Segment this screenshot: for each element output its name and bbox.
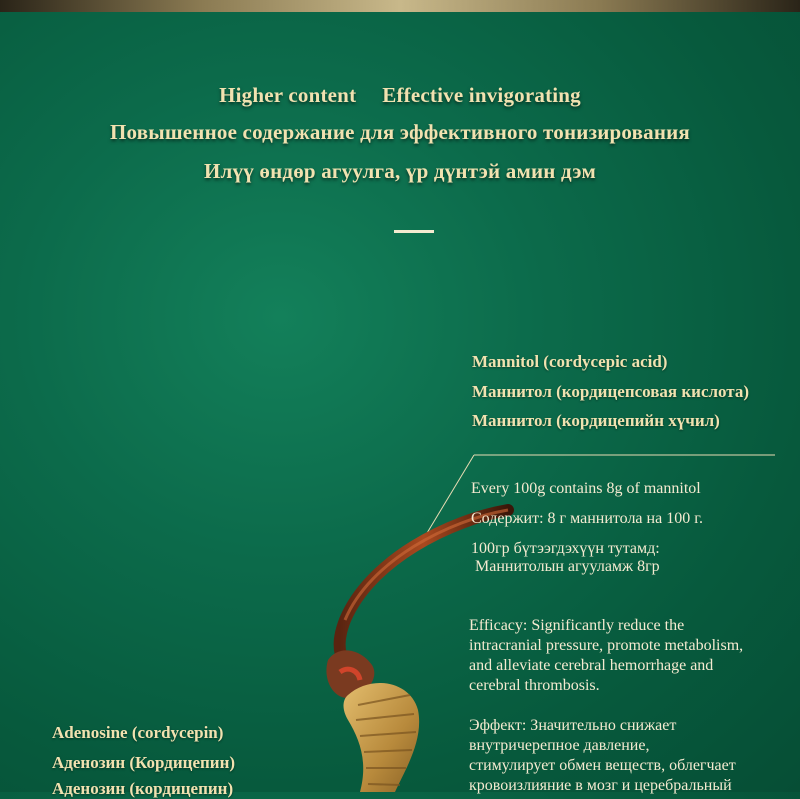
mannitol-title-en: Mannitol (cordycepic acid) (472, 352, 668, 371)
mannitol-content-mn-2: Маннитолын агууламж 8гр (475, 558, 660, 575)
efficacy-en-line3: and alleviate cerebral hemorrhage and (469, 657, 714, 674)
efficacy-en-line1: Efficacy: Significantly reduce the (469, 617, 685, 634)
headline-english-part1: Higher content (219, 83, 357, 107)
efficacy-en-line2: intracranial pressure, promote metabolism, (469, 637, 744, 654)
headline-mongolian: Илүү өндөр агуулга, үр дүнтэй амин дэм (204, 159, 596, 183)
efficacy-en-line4: cerebral thrombosis. (469, 677, 600, 694)
efficacy-ru-line3: стимулирует обмен веществ, облегчает (469, 757, 736, 774)
mannitol-title-mn: Маннитол (кордицепийн хүчил) (472, 411, 720, 430)
headline-russian: Повышенное содержание для эффективного тонизирования (109, 120, 690, 144)
efficacy-ru-line4: кровоизлияние в мозг и церебральный (469, 777, 732, 794)
mannitol-content-en: Every 100g contains 8g of mannitol (471, 480, 701, 497)
efficacy-ru-line1: Эффект: Значительно снижает (469, 717, 677, 734)
adenosine-title-ru: Аденозин (Кордицепин) (52, 753, 236, 772)
mannitol-title-ru: Маннитол (кордицепсовая кислота) (472, 382, 750, 401)
efficacy-ru-line2: внутричерепное давление, (469, 737, 650, 754)
mannitol-content-mn-1: 100гр бүтээгдэхүүн тутамд: (471, 540, 660, 557)
mannitol-content-ru: Содержит: 8 г маннитола на 100 г. (471, 510, 703, 527)
headline-english-part2: Effective invigorating (382, 83, 581, 107)
adenosine-title-en: Adenosine (cordycepin) (52, 723, 224, 742)
adenosine-title-mn: Аденозин (кордицепин) (52, 779, 234, 798)
